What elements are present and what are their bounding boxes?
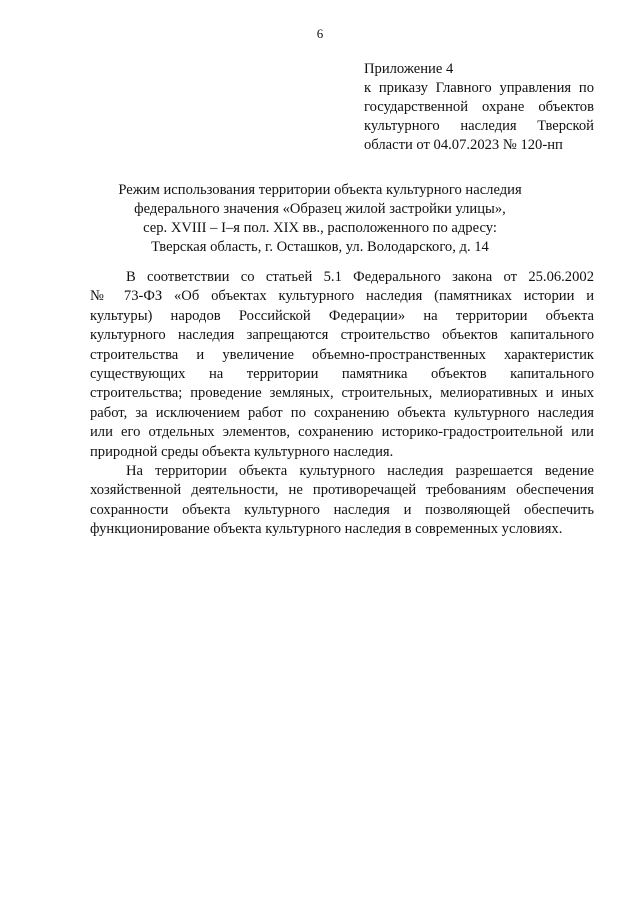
paragraph-1-line: или его отдельных элементов, сохранению историко-градостроительной или [90,424,594,441]
appendix-line: государственной охране объектов [364,99,594,115]
paragraph-1-line: № 73-ФЗ «Об объектах культурного наследия (памятниках истории и [90,288,594,305]
title-line: Тверская область, г. Осташков, ул. Володарского, д. 14 [151,239,489,255]
paragraph-1-line: В соответствии со статьей 5.1 Федерального закона от 25.06.2002 [126,269,594,285]
appendix-line: культурного наследия Тверской [364,118,594,134]
paragraph-1-line: строительства и увеличение объемно-пространственных характеристик [90,346,594,363]
paragraph-1-line: природной среды объекта культурного наследия. [90,443,394,460]
title-line: Режим использования территории объекта культурного наследия [118,182,522,198]
paragraph-1-line: работ, за исключением работ по сохранению объекта культурного наследия [90,404,594,421]
paragraph-2-line: На территории объекта культурного наследия разрешается ведение [126,463,594,480]
appendix-line: Приложение 4 [364,61,454,77]
paragraph-1-line: культуры) народов Российской Федерации» на территории объекта [90,307,594,324]
page-number: 6 [316,26,324,41]
paragraph-1-line: существующих на территории памятника объектов капитального [90,366,594,383]
appendix-line: области от 04.07.2023 № 120-нп [364,137,563,153]
paragraph-1-line: строительства; проведение земляных, строительных, мелиоративных и иных [90,385,594,402]
title-line: федерального значения «Образец жилой застройки улицы», [134,201,506,217]
appendix-block [364,60,594,155]
paragraph-2-line: хозяйственной деятельности, не противоречащей требованиям обеспечения [90,482,594,499]
paragraph-2-line: сохранности объекта культурного наследия и позволяющей обеспечить [90,501,594,518]
document-body [90,268,594,540]
document-title [100,181,540,257]
title-line: сер. XVIII – I–я пол. XIX вв., расположенного по адресу: [143,220,497,236]
paragraph-2-line: функционирование объекта культурного наследия в современных условиях. [90,521,563,538]
appendix-line: к приказу Главного управления по [364,80,594,96]
paragraph-1-line: культурного наследия запрещаются строительство объектов капитального [90,327,594,344]
